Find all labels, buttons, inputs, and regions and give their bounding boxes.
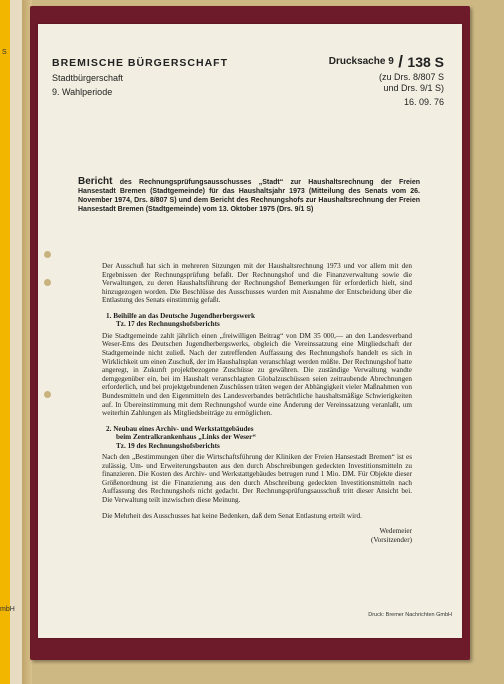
signature-block xyxy=(102,527,412,545)
signatory-name: Wedemeier xyxy=(379,527,412,536)
drucksache-number: 138 S xyxy=(407,54,444,70)
reference-line-2: und Drs. 9/1 S) xyxy=(383,83,444,93)
chamber-name: Stadtbürgerschaft xyxy=(52,73,124,83)
adjacent-page-edge xyxy=(0,0,23,684)
punch-hole xyxy=(44,279,51,286)
paragraph: Nach den „Bestimmungen über die Wirtschaftsführung der Kliniken der Freien Hansestadt Bremen“ ist es zulässig, Um- und Erweiterungsbauten aus den durch Abschreibungen gedeckten Investitionsmitteln zu finanzieren. Die Kosten des Archiv- und Werkstattgebäudes betrugen rund 1 Mio. DM. Für Objekte dieser Größenordnung ist die Finanzierung aus den durch Abschreibung gedeckten Investitionsmitteln nach Auffassung des Rechnungshofs nicht gedacht. Der Rechnungsprüfungsausschuß tritt dieser Ansicht bei. Die Verwaltung teilt inzwischen diese Meinung. xyxy=(102,452,412,504)
punch-hole xyxy=(44,391,51,398)
edge-text-fragment: mbH xyxy=(0,606,15,613)
organization-name: BREMISCHE BÜRGERSCHAFT xyxy=(52,57,229,69)
legislative-period: 9. Wahlperiode xyxy=(52,87,113,97)
paragraph: Der Ausschuß hat sich in mehreren Sitzungen mit der Haushaltsrechnung 1973 und vor allem mit den Ergebnissen der Rechnungsprüfung befaßt. Der Rechnungshof und die Finanzverwaltung sowie die Verwaltungen, zu deren Haushaltsführung der Rechnungshof Bemerkungen für erforderlich hielt, sind hinzugezogen worden. Die Beschlüsse des Ausschusses wurden mit Ausnahme der Entscheidung über die Entlastung des Senats einstimmig gefaßt. xyxy=(102,262,412,305)
document-page xyxy=(38,24,462,638)
section-heading-1: 1. Beihilfe an das Deutsche Jugendherbergswerk Tz. 17 des Rechnungshofsberichts xyxy=(106,311,255,329)
paragraph: Die Stadtgemeinde zahlt jährlich einen „freiwilligen Beitrag“ von DM 35 000,— an den Landesverband Weser-Ems des Deutschen Jugendherbergswerks, obgleich die Vereinssatzung eine Mitgliedschaft der Stadtgemeinde nicht zuließ. Nach der zutreffenden Auffassung des Rechnungshofs handelt es sich in Wirklichkeit um einen Zuschuß, der im Haushaltsplan veranschlagt werden müßte. Der Rechnungshof hatte angeregt, in Zukunft projektbezogene Zuschüsse zu gewähren. Die zuständige Verwaltung wandte demgegenüber ein, bei im Haushalt veranschlagten Globalzuschüssen seien zeitraubende Abrechnungen erforderlich, und bei projektgebundenen Zuschüssen träten wegen der Abhängigkeit vieler Maßnahmen von Bundesmitteln und den Eigenmitteln des Landesverbandes beträchtliche haushaltsmäßige Schwierigkeiten auf. In Übereinstimmung mit dem Rechnungshof wurde eine Änderung der Vereinssatzung veranlaßt, um weiterhin Zahlungen als Mitgliedsbeiträge zu ermöglichen. xyxy=(102,331,412,418)
report-body xyxy=(102,262,412,545)
document-date: 16. 09. 76 xyxy=(403,97,444,107)
reference-line-1: (zu Drs. 8/807 S xyxy=(378,72,444,82)
edge-text-fragment: S xyxy=(2,49,7,56)
report-title-text: des Rechnungsprüfungsausschusses „Stadt“ zur Haushaltsrechnung der Freien Hansestadt Bremen (Stadtgemeinde) für das Haushaltsjahr 1973 (Mitteilung des Senats vom 26. November 1974, Drs. 8/807 S) und dem Bericht des Rechnungshofs zur Haushaltsrechnung der Freien Hansestadt Bremen (Stadtgemeinde) vom 13. Oktober 1975 (Drs. 9/1 S) xyxy=(78,179,420,213)
drucksache-label: Drucksache 9 xyxy=(328,56,394,67)
paragraph: Die Mehrheit des Ausschusses hat keine Bedenken, daß dem Senat Entlastung erteilt wird. xyxy=(102,511,362,520)
document-number-block: Drucksache 9 / 138 S (zu Drs. 8/807 S und Drs. 9/1 S) 16. 09. 76 xyxy=(328,52,444,107)
signatory-role: (Vorsitzender) xyxy=(371,536,412,545)
report-title xyxy=(78,177,420,214)
section-heading-2: 2. Neubau eines Archiv- und Werkstattgebäudes beim Zentralkrankenhaus „Links der Weser“ Tz. 19 des Rechnungshofsberichts xyxy=(106,424,256,450)
punch-hole xyxy=(44,251,51,258)
printer-imprint: Druck: Bremer Nachrichten GmbH xyxy=(368,612,452,618)
yellow-index-strip xyxy=(0,0,10,684)
report-lead-word: Bericht xyxy=(78,176,113,187)
